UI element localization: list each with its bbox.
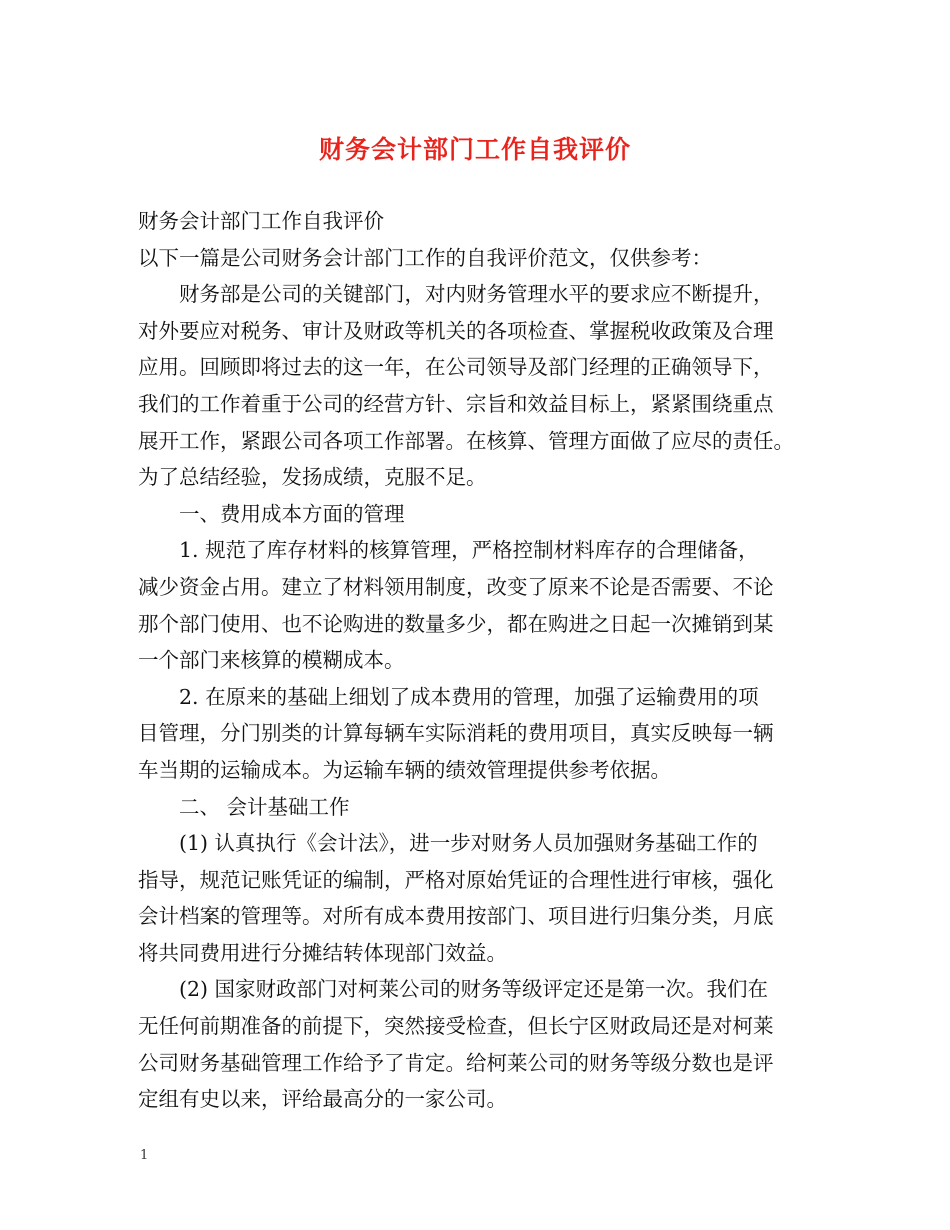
body-line: 财务部是公司的关键部门，对内财务管理水平的要求应不断提升， [179, 282, 774, 307]
document-title: 财务会计部门工作自我评价 [318, 135, 631, 164]
body-line: 应用。回顾即将过去的这一年，在公司领导及部门经理的正确领导下， [138, 355, 774, 380]
body-line: 对外要应对税务、审计及财政等机关的各项检查、掌握税收政策及合理 [138, 318, 774, 343]
body-line: (2) 国家财政部门对柯莱公司的财务等级评定还是第一次。我们在 [179, 977, 769, 1002]
body-line: 我们的工作着重于公司的经营方针、宗旨和效益目标上，紧紧围绕重点 [138, 391, 774, 416]
body-line: (1) 认真执行《会计法》，进一步对财务人员加强财务基础工作的 [179, 831, 758, 856]
body-line: 那个部门使用、也不论购进的数量多少，都在购进之日起一次摊销到某 [138, 611, 774, 636]
body-line: 目管理，分门别类的计算每辆车实际消耗的费用项目，真实反映每一辆 [138, 721, 774, 746]
body-line: 二、 会计基础工作 [179, 794, 350, 819]
body-line: 无任何前期准备的前提下，突然接受检查，但长宁区财政局还是对柯莱 [138, 1014, 774, 1039]
body-line: 减少资金占用。建立了材料领用制度，改变了原来不论是否需要、不论 [138, 574, 774, 599]
body-line: 2. 在原来的基础上细划了成本费用的管理，加强了运输费用的项 [179, 684, 759, 709]
body-line: 定组有史以来，评给最高分的一家公司。 [138, 1087, 507, 1112]
body-line: 公司财务基础管理工作给予了肯定。给柯莱公司的财务等级分数也是评 [138, 1050, 774, 1075]
body-line: 1. 规范了库存材料的核算管理，严格控制材料库存的合理储备， [179, 538, 759, 563]
document-body [138, 203, 828, 1118]
body-line: 财务会计部门工作自我评价 [138, 209, 384, 233]
body-line: 一个部门来核算的模糊成本。 [138, 648, 405, 673]
body-line: 以下一篇是公司财务会计部门工作的自我评价范文，仅供参考： [138, 245, 712, 270]
body-line: 指导，规范记账凭证的编制，严格对原始凭证的合理性进行审核，强化 [138, 867, 774, 892]
body-line: 将共同费用进行分摊结转体现部门效益。 [138, 940, 507, 965]
body-line: 为了总结经验，发扬成绩，克服不足。 [138, 465, 487, 490]
body-line: 一、费用成本方面的管理 [179, 501, 405, 526]
body-line: 展开工作，紧跟公司各项工作部署。在核算、管理方面做了应尽的责任。 [138, 428, 794, 453]
body-line: 车当期的运输成本。为运输车辆的绩效管理提供参考依据。 [138, 757, 671, 782]
body-line: 会计档案的管理等。对所有成本费用按部门、项目进行归集分类，月底 [138, 904, 774, 929]
page-number: 1 [140, 1148, 149, 1163]
